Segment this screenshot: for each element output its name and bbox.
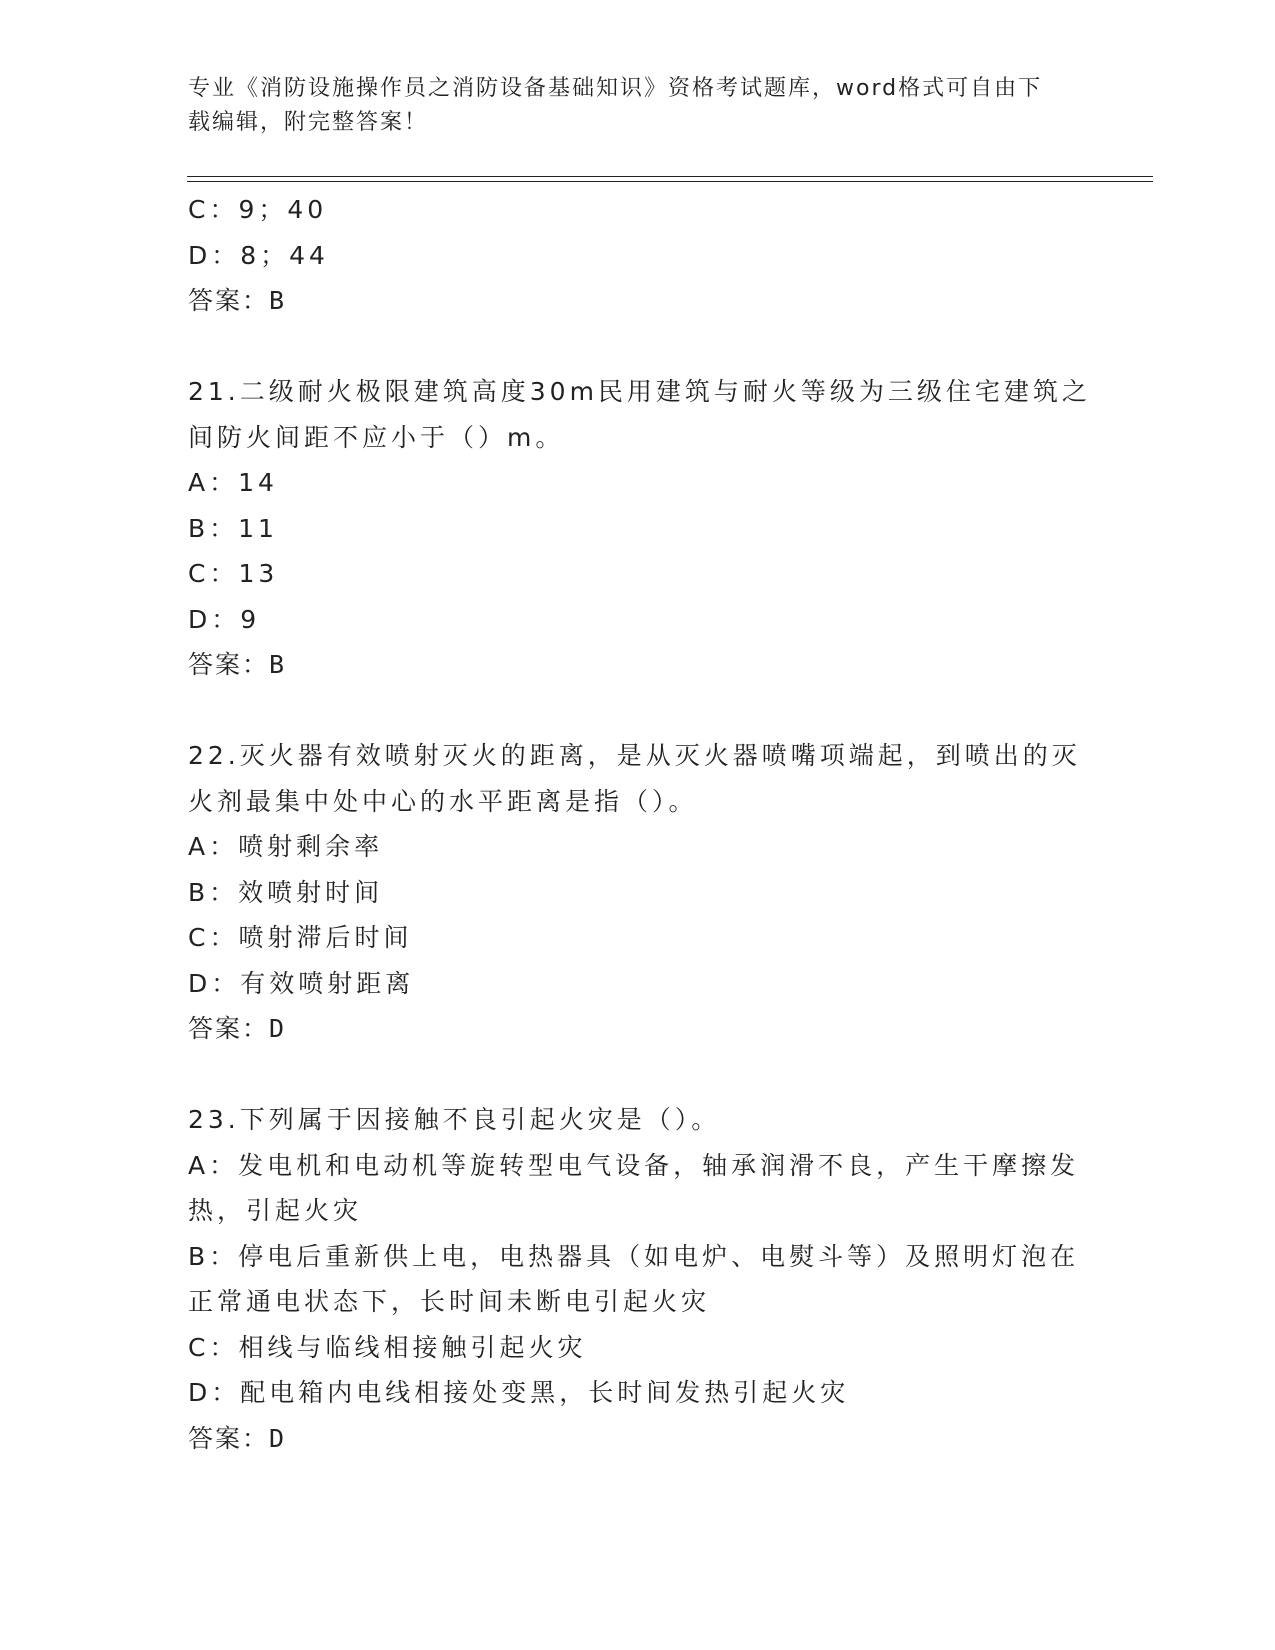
question-stem-continued: 间防火间距不应小于（）m。 bbox=[188, 422, 565, 452]
answer-line: 答案：B bbox=[188, 650, 287, 679]
question-content bbox=[188, 187, 1091, 1461]
previous-question-tail bbox=[188, 187, 1088, 324]
question-22 bbox=[188, 733, 1088, 1052]
header-line-2: 载编辑，附完整答案！ bbox=[188, 110, 429, 135]
answer-line: 答案：D bbox=[188, 1423, 287, 1453]
option-a: A：14 bbox=[188, 468, 278, 497]
option-c: C：13 bbox=[188, 559, 279, 588]
option-a-continued: 热，引起火灾 bbox=[188, 1196, 363, 1225]
question-stem: 21.二级耐火极限建筑高度30m民用建筑与耐火等级为三级住宅建筑之 bbox=[188, 377, 1091, 406]
answer-line: 答案：B bbox=[188, 286, 287, 315]
document-header bbox=[188, 72, 1068, 140]
header-line-1: 专业《消防设施操作员之消防设备基础知识》资格考试题库，word格式可自由下 bbox=[188, 76, 1043, 101]
header-rule-bottom bbox=[187, 181, 1153, 182]
question-21 bbox=[188, 369, 1091, 688]
question-stem: 22.灭火器有效喷射灭火的距离，是从灭火器喷嘴项端起，到喷出的灭 bbox=[188, 741, 1081, 770]
option-b: B：效喷射时间 bbox=[188, 877, 384, 907]
question-stem: 23.下列属于因接触不良引起火灾是（）。 bbox=[188, 1105, 721, 1134]
option-b: B：停电后重新供上电，电热器具（如电炉、电熨斗等）及照明灯泡在 bbox=[188, 1241, 1080, 1271]
option-c: C：相线与临线相接触引起火灾 bbox=[188, 1332, 587, 1362]
option-b-continued: 正常通电状态下，长时间未断电引起火灾 bbox=[188, 1287, 711, 1316]
option-d: D：9 bbox=[188, 604, 261, 634]
option-c: C：9；40 bbox=[188, 195, 328, 224]
option-d: D：有效喷射距离 bbox=[188, 968, 415, 998]
question-stem-continued: 火剂最集中处中心的水平距离是指（）。 bbox=[188, 786, 698, 816]
question-spacer bbox=[188, 324, 1088, 370]
question-spacer bbox=[188, 1052, 1088, 1098]
header-rule-top bbox=[187, 176, 1153, 177]
option-d: D：8；44 bbox=[188, 240, 329, 270]
option-b: B：11 bbox=[188, 513, 278, 543]
option-a: A：发电机和电动机等旋转型电气设备，轴承润滑不良，产生干摩擦发 bbox=[188, 1150, 1080, 1180]
option-d: D：配电箱内电线相接处变黑，长时间发热引起火灾 bbox=[188, 1378, 850, 1407]
option-a: A：喷射剩余率 bbox=[188, 832, 384, 861]
answer-line: 答案：D bbox=[188, 1014, 287, 1043]
option-c: C：喷射滞后时间 bbox=[188, 923, 413, 952]
question-23 bbox=[188, 1097, 1088, 1461]
question-spacer bbox=[188, 688, 1088, 734]
